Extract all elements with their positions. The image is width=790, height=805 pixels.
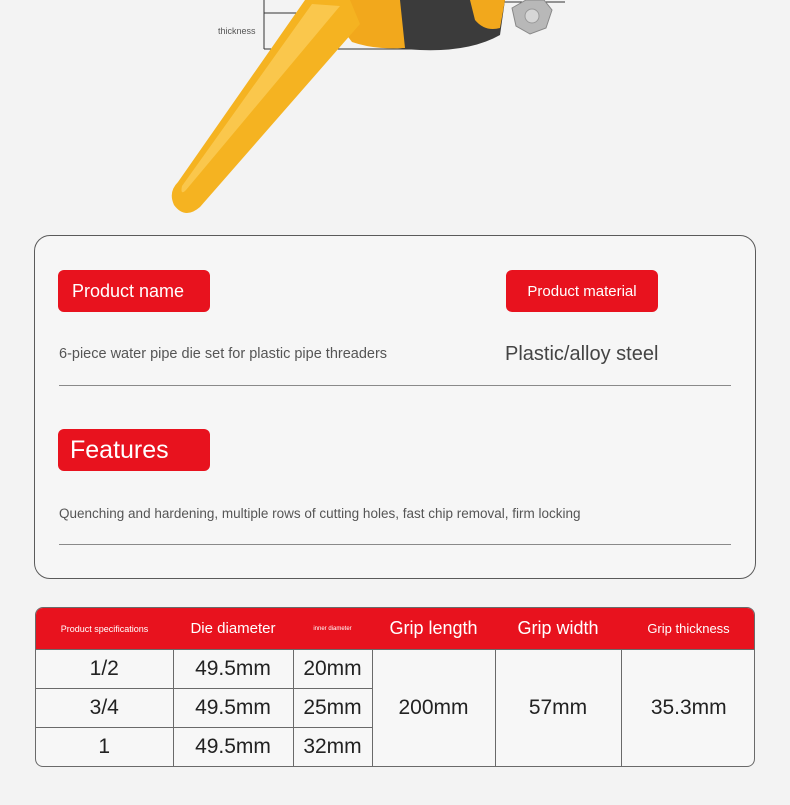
- header-grip-thickness: Grip thickness: [621, 608, 755, 650]
- die-diameter-cell: 49.5mm: [173, 689, 293, 728]
- product-material-value: Plastic/alloy steel: [505, 343, 659, 365]
- product-info-card: [34, 235, 756, 579]
- features-tag: Features: [58, 429, 210, 471]
- grip-thickness-cell: 35.3mm: [621, 650, 755, 767]
- spec-cell: 3/4: [36, 689, 173, 728]
- inner-diameter-cell: 32mm: [293, 728, 372, 767]
- spec-table: [35, 607, 755, 767]
- product-material-tag: Product material: [506, 270, 658, 312]
- inner-diameter-cell: 20mm: [293, 650, 372, 689]
- hex-bolt-icon: [512, 0, 552, 34]
- spec-cell: 1: [36, 728, 173, 767]
- die-diameter-cell: 49.5mm: [173, 728, 293, 767]
- header-product-specifications: Product specifications: [36, 608, 173, 650]
- product-illustration: [0, 0, 790, 225]
- grip-handle-highlight: [182, 4, 341, 192]
- product-name-value: 6-piece water pipe die set for plastic pipe threaders: [59, 346, 388, 362]
- divider: [59, 544, 731, 545]
- header-die-diameter: Die diameter: [173, 608, 293, 650]
- grip-width-cell: 57mm: [495, 650, 621, 767]
- spec-cell: 1/2: [36, 650, 173, 689]
- product-name-tag: Product name: [58, 270, 210, 312]
- header-grip-length: Grip length: [372, 608, 495, 650]
- thickness-label: thickness: [218, 26, 256, 36]
- spec-table-header: [36, 608, 755, 650]
- grip-handle: [172, 0, 360, 213]
- table-row: [36, 650, 755, 689]
- inner-diameter-cell: 25mm: [293, 689, 372, 728]
- features-value: Quenching and hardening, multiple rows of cutting holes, fast chip removal, firm locking: [59, 506, 581, 521]
- divider: [59, 385, 731, 386]
- grip-length-cell: 200mm: [372, 650, 495, 767]
- header-grip-width: Grip width: [495, 608, 621, 650]
- header-inner-diameter: inner diameter: [293, 608, 372, 650]
- die-diameter-cell: 49.5mm: [173, 650, 293, 689]
